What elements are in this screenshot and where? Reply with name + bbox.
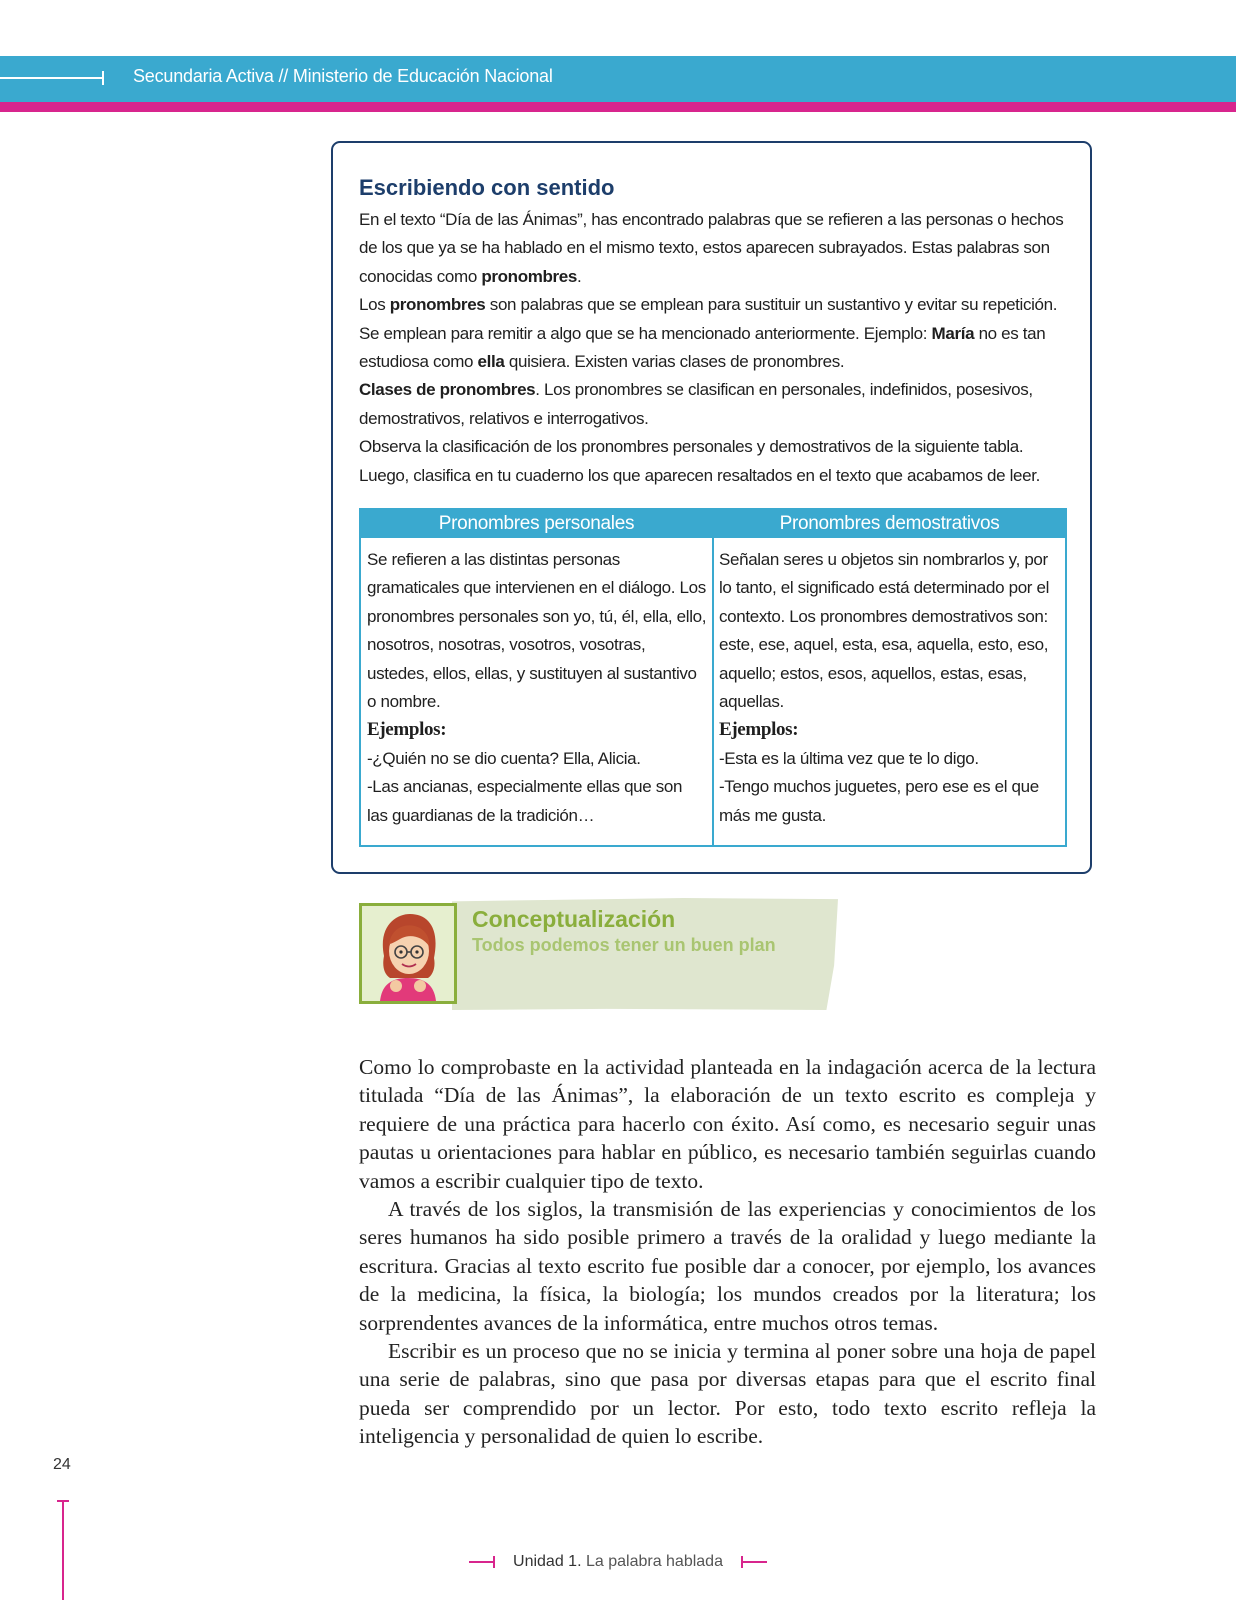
bold-term: ella (477, 352, 505, 372)
header-rule-tick (102, 71, 104, 85)
body-text (359, 1053, 1096, 1451)
example-item: -¿Quién no se dio cuenta? Ella, Alicia. (367, 748, 641, 768)
box-paragraph-1 (359, 206, 1071, 291)
box-paragraph-4: Observa la clasificación de los pronombres personales y demostrativos de la siguiente tabla. Luego, clasifica en tu cuaderno los que aparecen resaltados en el texto que acabamos de leer. (359, 437, 1040, 485)
footer-unit: Unidad 1. (513, 1553, 582, 1570)
examples-label: Ejemplos: (367, 719, 447, 741)
pronoun-table (359, 508, 1067, 847)
table-header-demostrativos: Pronombres demostrativos (779, 513, 1000, 534)
box-paragraph-3 (359, 376, 1071, 433)
header-accent-stripe (0, 102, 1236, 112)
body-paragraph-2: A través de los siglos, la transmisión de las experiencias y conocimientos de los seres humanos ha sido posible primero a través de la oralidad y luego mediante la escritura. Gracias al texto escrito fue posible dar a conocer, por ejemplo, los avances de la medicina, la física, la biología; los mundos creados por la literatura; los sorprendentes avances de la informática, entre muchos otros temas. (359, 1197, 1096, 1335)
text-run: Los (359, 295, 390, 315)
table-header-personales: Pronombres personales (438, 513, 635, 534)
examples-label: Ejemplos: (719, 719, 799, 741)
bold-term: Clases de pronombres (359, 380, 536, 400)
page-number: 24 (53, 1456, 71, 1473)
example-item: -Tengo muchos juguetes, pero ese es el que más me gusta. (719, 777, 1039, 825)
text-run: quisiera. Existen varias clases de pronombres. (504, 352, 845, 372)
example-item: -Esta es la última vez que te lo digo. (719, 748, 979, 768)
footer-unit-title: La palabra hablada (585, 1553, 723, 1570)
bold-term: pronombres (481, 266, 578, 286)
bold-term: pronombres (389, 295, 486, 315)
footer-rule-left (469, 1561, 495, 1563)
bold-term: María (931, 323, 975, 343)
avatar (359, 903, 457, 1004)
footer-rule-right (741, 1561, 767, 1563)
box-paragraph-2 (359, 291, 1071, 376)
body-paragraph-1: Como lo comprobaste en la actividad planteada en la indagación acerca de la lectura titulada “Día de las Ánimas”, la elaboración de un texto escrito es compleja y requiere de una práctica para hacerlo con éxito. Así como, es necesario seguir unas pautas u orientaciones para hablar en público, es necesario también seguirlas cuando vamos a escribir cualquier tipo de texto. (359, 1055, 1096, 1193)
text-run: . (577, 266, 582, 286)
table-cell-personales (367, 546, 707, 830)
margin-line (62, 1500, 64, 1600)
footer (0, 1553, 1236, 1571)
table-column-divider (712, 510, 714, 845)
box-text (359, 206, 1071, 490)
table-cell-demostrativos (719, 546, 1061, 830)
text-run: no es tan estudiosa como (359, 323, 1046, 372)
cell-description: Señalan seres u objetos sin nombrarlos y, por lo tanto, el significado está determinado por el contexto. Los pronombres demostrativos son: este, ese, aquel, esta, esa, aquella, esto, eso, aquello; estos, esos, aquellos, estas, esas, aquellas. (719, 550, 1050, 712)
cell-description: Se refieren a las distintas personas gramaticales que intervienen en el diálogo. Los pronombres personales son yo, tú, él, ella, ello, nosotros, nosotras, vosotros, vosotras, ustedes, ellos, ellas, y sustituyen al sustantivo o nombre. (367, 550, 707, 712)
body-paragraph-3: Escribir es un proceso que no se inicia y termina al poner sobre una hoja de papel una serie de palabras, sino que pasa por diversas etapas para que el escrito final pueda ser comprendido por un lector. Por esto, todo texto escrito refleja la inteligencia y personalidad de quien lo escribe. (359, 1339, 1096, 1449)
text-run: En el texto “Día de las Ánimas”, has encontrado palabras que se refieren a las personas o hechos de los que ya se ha hablado en el mismo texto, estos aparecen subrayados. Estas palabras son conocidas como (359, 210, 1064, 286)
girl-with-glasses-avatar-icon (362, 906, 454, 1001)
header-title: Secundaria Activa // Ministerio de Educación Nacional (133, 66, 553, 86)
banner-subtitle: Todos podemos tener un buen plan (472, 935, 776, 955)
header-rule (0, 77, 104, 79)
banner-title: Conceptualización (472, 906, 676, 932)
text-run: . Los pronombres se clasifican en personales, indefinidos, posesivos, demostrativos, relativos e interrogativos. (359, 380, 1033, 428)
box-title: Escribiendo con sentido (359, 175, 615, 200)
example-item: -Las ancianas, especialmente ellas que son las guardianas de la tradición… (367, 777, 683, 825)
text-run: son palabras que se emplean para sustituir un sustantivo y evitar su repetición. Se emplean para remitir a algo que se ha mencionado anteriormente. Ejemplo: (359, 295, 1058, 343)
